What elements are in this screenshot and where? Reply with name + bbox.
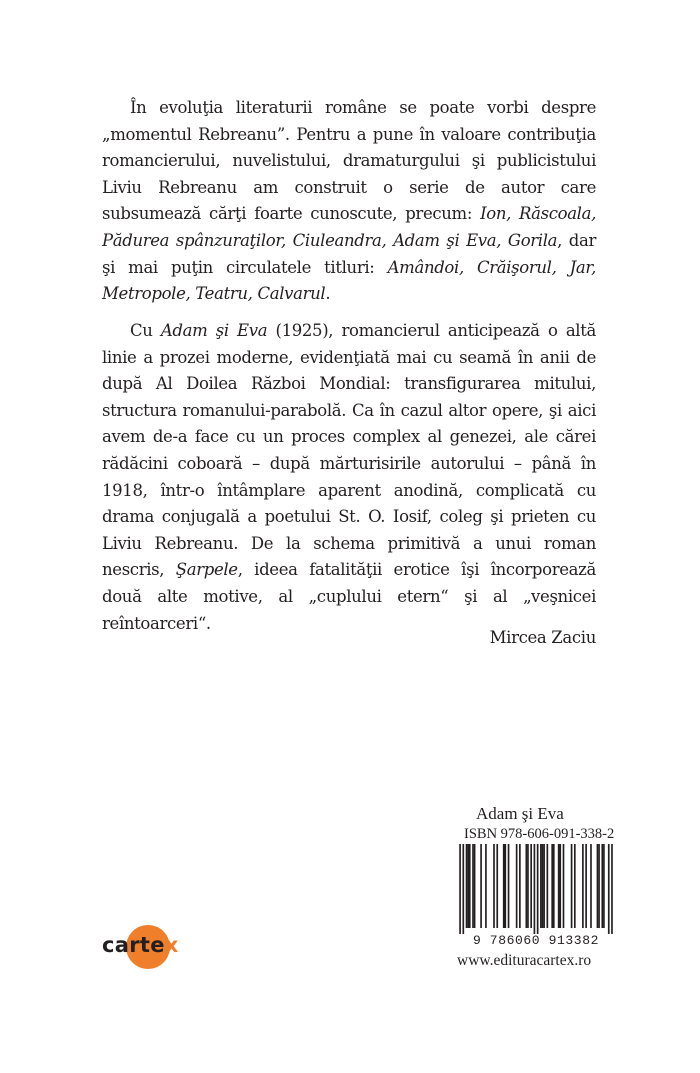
blurb-p2-tail: , ideea fatalităţii erotice îşi încorporează două alte motive, al „cuplului etern“ şi al „veşnicei reîntoarceri“. — [102, 560, 596, 633]
logo-wordmark — [102, 933, 179, 957]
barcode-bars — [456, 844, 616, 936]
barcode-bar — [547, 844, 549, 928]
blurb-p2-book-title: Adam şi Eva — [160, 321, 268, 340]
barcode-bar — [553, 844, 555, 928]
barcode-bar — [462, 844, 464, 934]
barcode-bar — [496, 844, 498, 928]
blurb-p2-lead: Cu — [130, 321, 161, 340]
barcode-bar — [590, 844, 592, 928]
barcode-bar — [467, 844, 469, 928]
barcode-bar — [480, 844, 482, 928]
barcode-bar — [571, 844, 573, 928]
logo-text-accent: x — [164, 933, 179, 957]
barcode-bar — [598, 844, 600, 928]
barcode-bar — [537, 844, 539, 934]
barcode-bar — [527, 844, 529, 928]
blurb-p1-known-titles: Ion, Răscoala, Pădurea spânzuraţilor, Ciuleandra, Adam şi Eva, Gorila — [102, 204, 596, 250]
barcode-bar — [474, 844, 476, 928]
blurb-p1-end: . — [325, 284, 331, 304]
barcode-bar — [516, 844, 518, 928]
barcode-bar — [559, 844, 561, 928]
barcode-bar — [585, 844, 587, 928]
publisher-website: www.edituracartex.ro — [457, 952, 592, 969]
barcode-bar — [503, 844, 505, 928]
barcode-bar — [485, 844, 487, 928]
barcode-bar — [508, 844, 510, 928]
barcode-bar — [525, 844, 527, 928]
barcode-bar — [534, 844, 536, 934]
barcode-bar — [608, 844, 610, 934]
blurb-paragraph-2 — [102, 318, 596, 637]
barcode-bar — [543, 844, 545, 928]
barcode-bar — [530, 844, 532, 928]
barcode-bar — [472, 844, 474, 928]
blurb-p2-unwritten-title: Şarpele — [175, 560, 238, 580]
barcode-digits: 9 786060 913382 — [472, 933, 600, 948]
barcode-bar — [466, 844, 468, 928]
barcode-bar — [519, 844, 521, 928]
barcode-bar — [469, 844, 471, 928]
barcode-bar — [558, 844, 560, 928]
barcode-bar — [540, 844, 542, 928]
blurb-p1-intro: În evoluţia literaturii române se poate vorbi despre „momentul Rebreanu”. Pentru a pune în valoare contribuţia romancierului, nuvelistului, dramaturgului şi publicistului Liviu Rebreanu am construit o serie de autor care subsumează cărţi foarte cunoscute, precum: — [102, 98, 596, 224]
barcode-bar — [582, 844, 584, 928]
barcode-bar — [563, 844, 565, 928]
barcode-bar — [601, 844, 603, 928]
publisher-logo — [102, 922, 202, 972]
barcode-book-title: Adam şi Eva — [476, 804, 564, 823]
barcode-bar — [459, 844, 461, 934]
barcode-bar — [542, 844, 544, 928]
logo-text-main: carte — [102, 933, 165, 957]
barcode-bar — [493, 844, 495, 928]
blurb-signature: Mircea Zaciu — [489, 628, 596, 647]
blurb-p1-middle: , dar şi mai puţin circulatele titluri: — [102, 230, 596, 277]
blurb-paragraph-1 — [102, 95, 596, 308]
barcode-bar — [574, 844, 576, 928]
barcode-bar — [551, 844, 553, 928]
barcode-bar — [504, 844, 506, 928]
blurb-p2-body: (1925), romancierul anticipează o altă linie a prozei moderne, evidenţiată mai cu seamă în anii de după Al Doilea Război Mondial: transfigurarea mitului, structura romanului-parabolă. Ca în cazul altor opere, şi aici avem de-a face cu un proces complex al genezei, ale cărei rădăcini coboară – după mărturisirile autorului – până în 1918, într-o întâmplare aparent anodină, complicată cu drama conjugală a poetului St. O. Iosif, coleg şi prieten cu Liviu Rebreanu. De la schema primitivă a unui roman nescris, — [102, 321, 597, 580]
barcode-isbn: ISBN 978-606-091-338-2 — [464, 826, 615, 842]
blurb-p1-lesser-titles: Amândoi, Crăişorul, Jar, Metropole, Teatru, Calvarul — [102, 257, 596, 304]
barcode-bar — [611, 844, 613, 934]
barcode-bar — [597, 844, 599, 928]
barcode-bar — [603, 844, 605, 928]
